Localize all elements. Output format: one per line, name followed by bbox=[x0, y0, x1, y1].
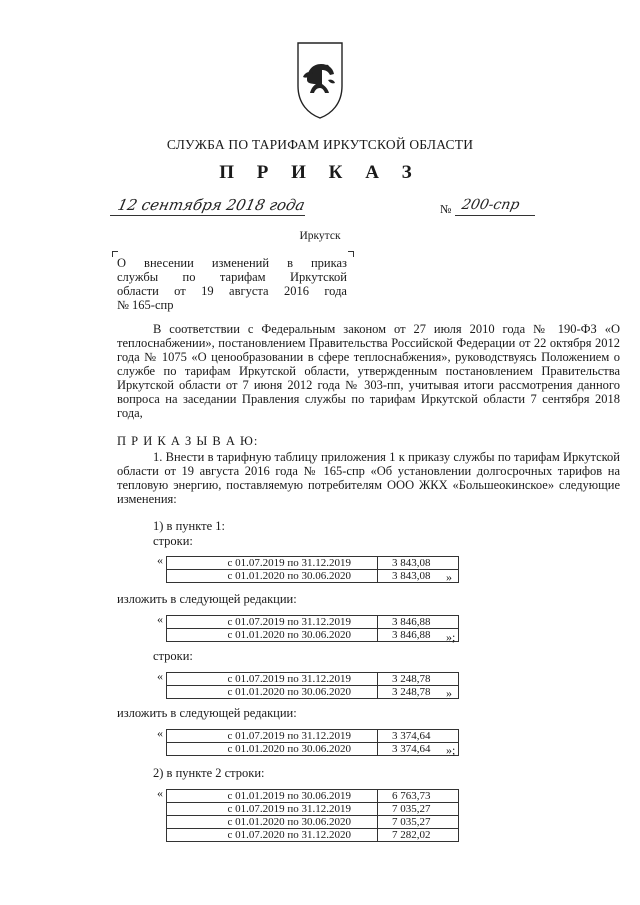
rows-label: строки: bbox=[153, 534, 193, 548]
table-row bbox=[167, 629, 459, 642]
open-quote: « bbox=[157, 553, 163, 567]
number-underline bbox=[455, 215, 535, 216]
subject-line: № 165-спр bbox=[117, 298, 174, 312]
period-cell: с 01.01.2019 по 30.06.2019 bbox=[167, 790, 378, 803]
period-cell: с 01.07.2019 по 31.12.2019 bbox=[167, 730, 378, 743]
table-row bbox=[167, 829, 459, 842]
period-cell: с 01.01.2020 по 30.06.2020 bbox=[167, 570, 378, 583]
value-cell: 3 843,08 bbox=[378, 570, 459, 583]
period-cell: с 01.01.2020 по 30.06.2020 bbox=[167, 629, 378, 642]
tariff-table-2 bbox=[166, 615, 459, 642]
subject-block bbox=[117, 256, 347, 312]
open-quote: « bbox=[157, 669, 163, 683]
value-cell: 7 282,02 bbox=[378, 829, 459, 842]
restate-label: изложить в следующей редакции: bbox=[117, 706, 297, 720]
period-cell: с 01.01.2020 по 30.06.2020 bbox=[167, 816, 378, 829]
tariff-table-4 bbox=[166, 729, 459, 756]
open-quote: « bbox=[157, 612, 163, 626]
table-row bbox=[167, 790, 459, 803]
table-row bbox=[167, 686, 459, 699]
value-cell: 3 374,64 bbox=[378, 730, 459, 743]
period-cell: с 01.07.2019 по 31.12.2019 bbox=[167, 616, 378, 629]
table-row bbox=[167, 570, 459, 583]
item-1-paragraph: 1. Внести в тарифную таблицу приложения 1 к приказу службы по тарифам Иркутской области от 19 августа 2016 года № 165-спр «Об установлении долгосрочных тарифов на тепловую энергию, поставляемую потребителям ООО ЖКХ «Большеокинское» следующие изменения: bbox=[117, 450, 620, 506]
order-word: П Р И К А З Ы В А Ю: bbox=[117, 434, 259, 448]
agency-name: СЛУЖБА ПО ТАРИФАМ ИРКУТСКОЙ ОБЛАСТИ bbox=[166, 137, 474, 152]
subject-line: О внесении изменений в приказ bbox=[117, 256, 347, 270]
tariff-table-1 bbox=[166, 556, 459, 583]
value-cell: 3 248,78 bbox=[378, 673, 459, 686]
period-cell: с 01.07.2019 по 31.12.2019 bbox=[167, 803, 378, 816]
period-cell: с 01.01.2020 по 30.06.2020 bbox=[167, 686, 378, 699]
subject-line: службы по тарифам Иркутской bbox=[117, 270, 347, 284]
table-row bbox=[167, 557, 459, 570]
close-quote: » bbox=[446, 686, 452, 700]
period-cell: с 01.07.2019 по 31.12.2019 bbox=[167, 557, 378, 570]
value-cell: 3 374,64 bbox=[378, 743, 459, 756]
coat-of-arms-icon bbox=[295, 40, 345, 120]
period-cell: с 01.07.2020 по 31.12.2020 bbox=[167, 829, 378, 842]
preamble-paragraph: В соответствии с Федеральным законом от 27 июля 2010 года № 190-ФЗ «О теплоснабжении», постановлением Правительства Российской Федерации от 22 октября 2012 года № 1075 «О ценообразовании в сфере теплоснабжения», руководствуясь Положением о службе по тарифам Иркутской области, утвержденным постановлением Правительства Иркутской области от 7 июня 2012 года № 303-пп, учитывая итоги рассмотрения данного вопроса на заседании Правления службы по тарифам Иркутской области 7 сентября 2018 года, bbox=[117, 322, 620, 420]
close-quote: » bbox=[446, 570, 452, 584]
restate-label: изложить в следующей редакции: bbox=[117, 592, 297, 606]
table-row bbox=[167, 803, 459, 816]
table-row bbox=[167, 730, 459, 743]
value-cell: 3 846,88 bbox=[378, 616, 459, 629]
open-quote: « bbox=[157, 786, 163, 800]
number-sign: № bbox=[440, 202, 452, 216]
table-row bbox=[167, 616, 459, 629]
subject-line: области от 19 августа 2016 года bbox=[117, 284, 347, 298]
value-cell: 6 763,73 bbox=[378, 790, 459, 803]
city: Иркутск bbox=[299, 230, 341, 242]
value-cell: 3 248,78 bbox=[378, 686, 459, 699]
point-1-label: 1) в пункте 1: bbox=[153, 519, 225, 533]
value-cell: 7 035,27 bbox=[378, 816, 459, 829]
value-cell: 7 035,27 bbox=[378, 803, 459, 816]
open-quote: « bbox=[157, 726, 163, 740]
close-quote-semicolon: »; bbox=[446, 630, 456, 644]
rows-label: строки: bbox=[153, 649, 193, 663]
period-cell: с 01.07.2019 по 31.12.2019 bbox=[167, 673, 378, 686]
handwritten-number: 200-спр bbox=[460, 197, 521, 213]
document-title: П Р И К А З bbox=[219, 162, 421, 183]
period-cell: с 01.01.2020 по 30.06.2020 bbox=[167, 743, 378, 756]
table-row bbox=[167, 673, 459, 686]
subject-corner-right bbox=[348, 251, 354, 257]
date-underline bbox=[110, 215, 305, 216]
table-row bbox=[167, 743, 459, 756]
tariff-table-5 bbox=[166, 789, 459, 842]
table-row bbox=[167, 816, 459, 829]
handwritten-date: 12 сентября 2018 года bbox=[116, 196, 307, 214]
value-cell: 3 843,08 bbox=[378, 557, 459, 570]
close-quote-semicolon: »; bbox=[446, 743, 456, 757]
value-cell: 3 846,88 bbox=[378, 629, 459, 642]
tariff-table-3 bbox=[166, 672, 459, 699]
point-2-label: 2) в пункте 2 строки: bbox=[153, 766, 265, 780]
